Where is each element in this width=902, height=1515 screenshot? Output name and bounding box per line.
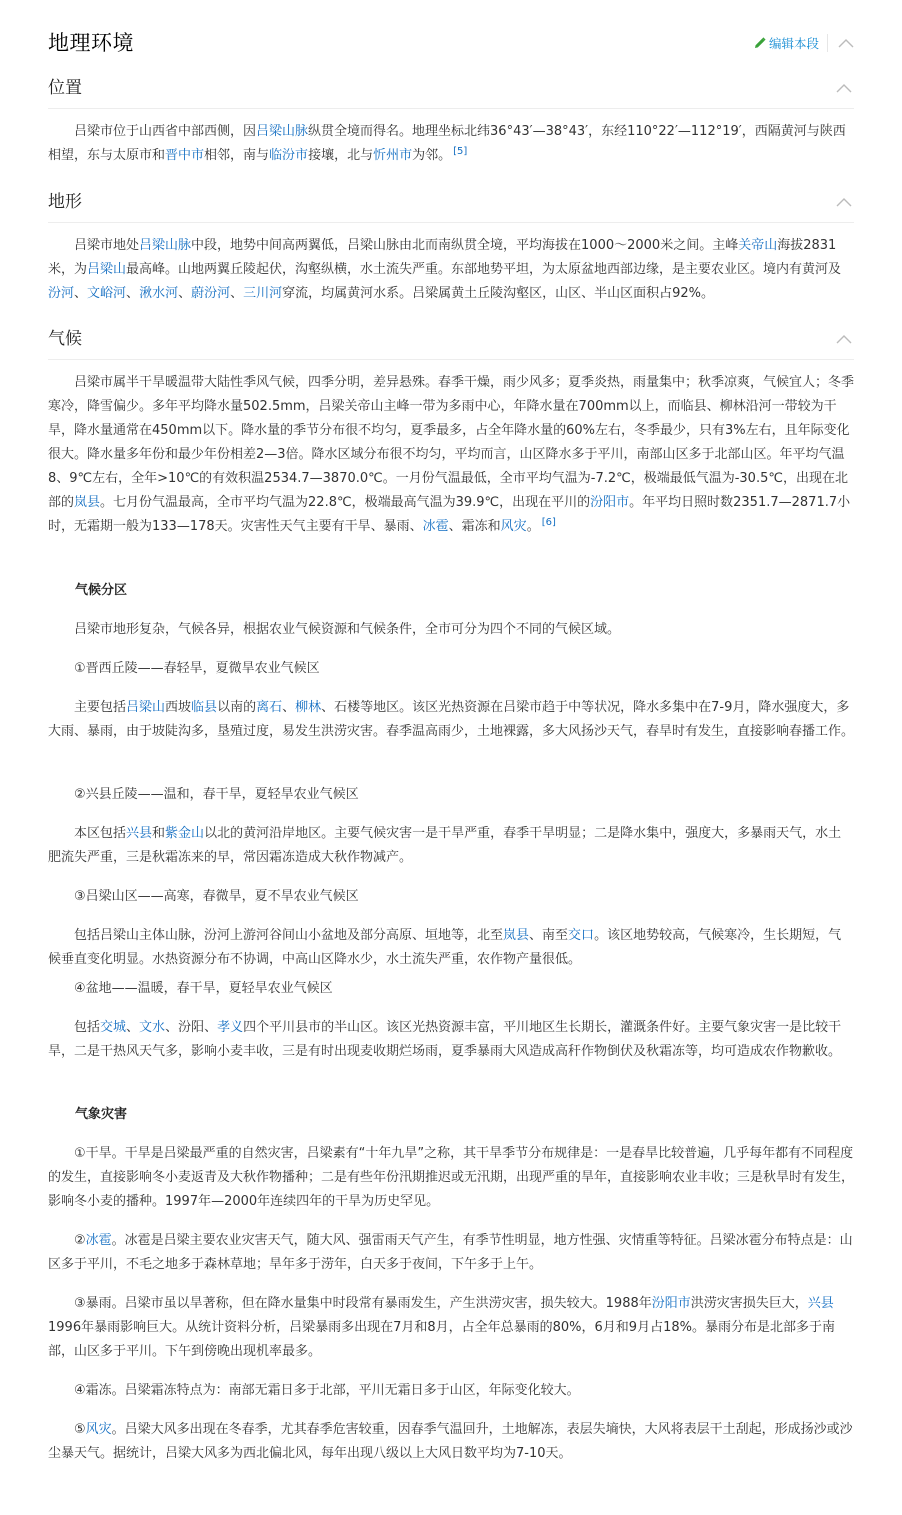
paragraph-text: ⑤ (74, 1422, 86, 1437)
paragraph-text: 。年平均日照时数2351.7—2871.7小时，无霜期一般为133—178天。灾害性天气主要有干旱、暴雨、 (48, 495, 851, 534)
paragraph (48, 1016, 854, 1064)
inline-link[interactable]: 离石 (256, 700, 283, 715)
chevron-up-icon[interactable] (836, 334, 852, 344)
inline-link[interactable]: 三川河 (243, 286, 283, 301)
paragraph (48, 657, 854, 681)
inline-link[interactable]: 临县 (191, 700, 218, 715)
inline-link[interactable]: 冰雹 (85, 1233, 112, 1248)
inline-link[interactable]: 吕梁山脉 (139, 238, 192, 253)
inline-link[interactable]: 孝义 (217, 1020, 244, 1035)
paragraph (48, 1292, 854, 1364)
paragraph-text: 本区包括 (74, 826, 127, 841)
inline-link[interactable]: 蔚汾河 (191, 286, 231, 301)
edit-label: 编辑本段 (768, 36, 819, 51)
paragraph-text: 。 (526, 519, 540, 534)
chevron-up-icon[interactable] (836, 83, 852, 93)
inline-link[interactable]: 交口 (568, 928, 595, 943)
subsection-title: 气候 (48, 329, 82, 349)
reference-link[interactable]: [5] (453, 145, 468, 157)
paragraph-text: 接壤，北与 (308, 148, 374, 163)
paragraph-text: 。七月份气温最高，全市平均气温为22.8℃，极端最高气温为39.9℃，出现在平川的 (100, 495, 591, 510)
paragraph-text: 、 (282, 700, 296, 715)
paragraph-text: 、 (126, 1020, 140, 1035)
paragraph (48, 924, 854, 972)
subsection-title: 地形 (48, 192, 82, 212)
paragraph-text: 吕梁市地形复杂，气候各异，根据农业气候资源和气候条件，全市可分为四个不同的气候区域。 (74, 622, 621, 637)
title-actions (754, 24, 854, 62)
inline-link[interactable]: 兴县 (807, 1296, 834, 1311)
paragraph-text: 西坡 (165, 700, 192, 715)
paragraph-text: 四个平川县市的半山区。该区光热资源丰富，平川地区生长期长，灌溉条件好。主要气象灾害一是比较干旱，二是干热风天气多，影响小麦丰收，三是有时出现麦收期烂场雨，夏季暴雨大风造成高秆作物倒伏及秋霜冻等，均可造成农作物歉收。 (48, 1020, 842, 1059)
paragraph-text: 包括吕梁山主体山脉，汾河上游河谷间山小盆地及部分高原、垣地等，北至 (74, 928, 504, 943)
paragraph-text: 中段，地势中间高两翼低，吕梁山脉由北而南纵贯全境，平均海拔在1000～2000米之间。主峰 (191, 238, 739, 253)
inline-link[interactable]: 关帝山 (738, 238, 778, 253)
paragraph-text: ④盆地——温暖，春干旱，夏轻旱农业气候区 (74, 981, 333, 996)
paragraph-text: 、南至 (529, 928, 569, 943)
reference-link[interactable]: [6] (541, 516, 556, 528)
paragraph (48, 1379, 854, 1403)
edit-section-button[interactable] (754, 34, 819, 52)
paragraph-text: 、 (74, 286, 88, 301)
paragraph-text: 、霜冻和 (448, 519, 501, 534)
paragraph (48, 120, 854, 168)
paragraph (48, 977, 854, 1001)
paragraph-text: 包括 (74, 1020, 101, 1035)
pencil-icon (754, 37, 766, 49)
divider (827, 34, 828, 52)
inline-link[interactable]: 临汾市 (269, 148, 309, 163)
paragraph-text: 为邻。 (412, 148, 452, 163)
inline-link[interactable]: 忻州市 (373, 148, 413, 163)
inline-link[interactable]: 冰雹 (422, 519, 449, 534)
paragraph-text: 。该区地势较高，气候寒冷，生长期短，气候垂直变化明显。水热资源分布不协调，中高山区降水少，水土流失严重，农作物产量很低。 (48, 928, 842, 967)
inline-link[interactable]: 晋中市 (165, 148, 205, 163)
subsection-title: 位置 (48, 78, 82, 98)
inline-link[interactable]: 紫金山 (165, 826, 205, 841)
paragraph-text: ①晋西丘陵——春轻旱，夏微旱农业气候区 (74, 661, 320, 676)
paragraph-text: 洪涝灾害损失巨大， (690, 1296, 808, 1311)
paragraph-text: ②兴县丘陵——温和，春干旱，夏轻旱农业气候区 (74, 787, 359, 802)
paragraph-text: 最高峰。山地两翼丘陵起伏，沟壑纵横，水土流失严重。东部地势平坦，为太原盆地西部边缘，是主要农业区。境内有黄河及 (126, 262, 842, 277)
inline-link[interactable]: 柳林 (295, 700, 322, 715)
paragraph-text: 和 (152, 826, 166, 841)
inline-link[interactable]: 湫水河 (139, 286, 179, 301)
paragraph-text: 纵贯全境而得名。地理坐标北纬36°43′—38°43′，东经110°22′—112°19′，西隔黄河与陕西相望，东与太原市和 (48, 124, 846, 163)
paragraph-text: 。冰雹是吕梁主要农业灾害天气，随大风、强雷雨天气产生，有季节性明显，地方性强、灾情重等特征。吕梁冰雹分布特点是：山区多于平川，不毛之地多于森林草地；旱年多于涝年，白天多于夜间，下午多于上午。 (48, 1233, 853, 1272)
paragraph (48, 822, 854, 870)
paragraph-text: 以南的 (217, 700, 257, 715)
subsection-header-position (48, 70, 854, 109)
paragraph-text: 、 (126, 286, 140, 301)
paragraph (48, 696, 854, 744)
paragraph-text: 主要包括 (74, 700, 127, 715)
paragraph-text: 吕梁市位于山西省中部西侧，因 (74, 124, 257, 139)
paragraph (48, 885, 854, 909)
paragraph-text: 以北的黄河沿岸地区。主要气候灾害一是干旱严重，春季干旱明显；二是降水集中，强度大，多暴雨天气，水土肥流失严重，三是秋霜冻来的早，常因霜冻造成大秋作物减产。 (48, 826, 842, 865)
inline-link[interactable]: 汾阳市 (651, 1296, 691, 1311)
inline-link[interactable]: 吕梁山 (87, 262, 127, 277)
chevron-up-icon[interactable] (836, 197, 852, 207)
paragraph-text: 、石楼等地区。该区光热资源在吕梁市趋于中等状况，降水多集中在7-9月，降水强度大，多大雨、暴雨，由于坡陡沟多，垦殖过度，易发生洪涝灾害。春季温高雨少，土地裸露，多大风扬沙天气，春旱时有发生，直接影响春播工作。 (48, 700, 855, 739)
inline-link[interactable]: 吕梁山 (126, 700, 166, 715)
paragraph-text: 1996年暴雨影响巨大。从统计资料分析，吕梁暴雨多出现在7月和8月，占全年总暴雨的80%，6月和9月占18%。暴雨分布是北部多于南部，山区多于平川。下午到傍晚出现机率最多。 (48, 1320, 835, 1359)
subsection-header-climate (48, 321, 854, 360)
paragraph-text: 、汾阳、 (165, 1020, 218, 1035)
inline-link[interactable]: 汾阳市 (590, 495, 630, 510)
sub-heading: 气象灾害 (75, 1107, 128, 1122)
paragraph-text: 吕梁市地处 (74, 238, 140, 253)
paragraph-text: 、 (230, 286, 244, 301)
inline-link[interactable]: 交城 (100, 1020, 127, 1035)
paragraph-text: 吕梁市属半干旱暖温带大陆性季风气候，四季分明，差异悬殊。春季干燥，雨少风多；夏季炎热，雨量集中；秋季凉爽，气候宜人；冬季寒冷，降雪偏少。多年平均降水量502.5mm，吕梁关帝山主峰一带为多雨中心，年降水量在700mm以上，而临县、柳林沿河一带较为干旱，降水量通常在450mm以下。降水量的季节分布很不均匀，夏季最多，占全年降水量的60%左右，冬季最少，只有3%左右，且年际变化很大。降水量多年份和最少年份相差2—3倍。降水区域分布很不均匀，平均而言，山区降水多于平川，南部山区多于北部山区。年平均气温8、9℃左右，全年>10℃的有效积温2534.7—3870.0℃。一月份气温最低，全市平均气温为-7.2℃，极端最低气温为-30.5℃，出现在北部的 (48, 375, 855, 510)
paragraph-text: 海拔2831米，为 (48, 238, 837, 277)
inline-link[interactable]: 汾河 (48, 286, 75, 301)
paragraph-text: ② (74, 1233, 86, 1248)
paragraph-text: ④霜冻。吕梁霜冻特点为：南部无霜日多于北部，平川无霜日多于山区，年际变化较大。 (74, 1383, 580, 1398)
paragraph-text: 、 (178, 286, 192, 301)
article-section (48, 24, 855, 1461)
paragraph (48, 1229, 854, 1277)
chevron-up-icon[interactable] (838, 38, 854, 48)
paragraph (48, 618, 854, 642)
paragraph-text: ①干旱。干旱是吕梁最严重的自然灾害，吕梁素有“十年九旱”之称，其干旱季节分布规律是：一是春旱比较普遍，几乎每年都有不同程度的发生，直接影响冬小麦返青及大秋作物播种；二是有些年份汛期推迟或无汛期，出现严重的旱年，直接影响农业丰收；三是秋旱时有发生，影响冬小麦的播种。1997年—2000年连续四年的干旱为历史罕见。 (48, 1146, 855, 1209)
section-title-row (48, 24, 854, 62)
paragraph-text: ③吕梁山区——高寒，春微旱，夏不旱农业气候区 (74, 889, 359, 904)
paragraph (48, 234, 854, 306)
paragraph-text: 穿流，均属黄河水系。吕梁属黄土丘陵沟壑区，山区、半山区面积占92%。 (282, 286, 715, 301)
subsection-header-terrain (48, 184, 854, 223)
inline-link[interactable]: 文峪河 (87, 286, 127, 301)
inline-link[interactable]: 吕梁山脉 (256, 124, 309, 139)
page-title: 地理环境 (48, 31, 134, 55)
inline-link[interactable]: 岚县 (503, 928, 530, 943)
paragraph-text: 相邻，南与 (204, 148, 270, 163)
paragraph-text: ③暴雨。吕梁市虽以旱著称，但在降水量集中时段常有暴雨发生，产生洪涝灾害，损失较大。1988年 (74, 1296, 652, 1311)
paragraph (48, 371, 854, 539)
paragraph (48, 1418, 854, 1466)
inline-link[interactable]: 兴县 (126, 826, 153, 841)
inline-link[interactable]: 风灾 (500, 519, 527, 534)
paragraph (48, 1142, 854, 1214)
paragraph (48, 783, 854, 807)
inline-link[interactable]: 文水 (139, 1020, 166, 1035)
paragraph-text: 。吕梁大风多出现在冬春季，尤其春季危害较重，因春季气温回升，土地解冻，表层失墒快，大风将表层干土刮起，形成扬沙或沙尘暴天气。据统计，吕梁大风多为西北偏北风，每年出现八级以上大风日数平均为7-10天。 (48, 1422, 853, 1461)
inline-link[interactable]: 岚县 (74, 495, 101, 510)
sub-heading: 气候分区 (75, 583, 128, 598)
inline-link[interactable]: 风灾 (85, 1422, 112, 1437)
